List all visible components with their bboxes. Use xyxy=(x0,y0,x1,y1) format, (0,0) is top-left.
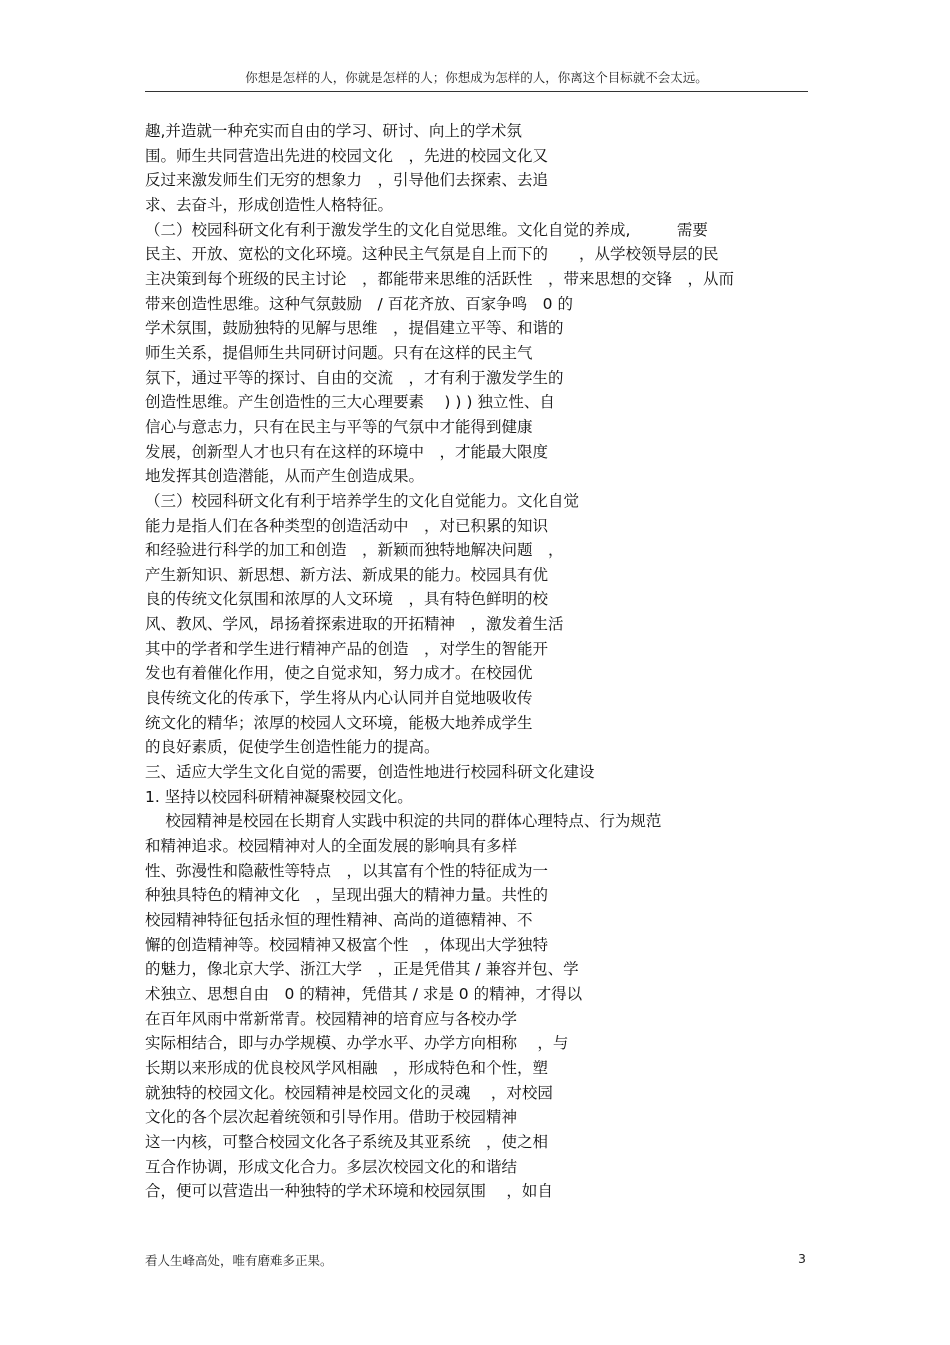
text-line: 这一内核，可整合校园文化各子系统及其亚系统 ，使之相 xyxy=(145,1132,549,1151)
document-body xyxy=(145,119,825,1204)
text-line: 其中的学者和学生进行精神产品的创造 ，对学生的智能开 xyxy=(145,639,549,658)
text-line: 产生新知识、新思想、新方法、新成果的能力。校园具有优 xyxy=(145,565,549,584)
text-line: 实际相结合，即与办学规模、办学水平、办学方向相称 ，与 xyxy=(145,1034,569,1053)
text-line: 发也有着催化作用，使之自觉求知，努力成才。在校园优 xyxy=(145,664,533,683)
text-line: 学术氛围，鼓励独特的见解与思维 ，提倡建立平等、和谐的 xyxy=(145,319,564,338)
text-line: 良的传统文化氛围和浓厚的人文环境 ，具有特色鲜明的校 xyxy=(145,590,549,609)
text-line: 校园精神是校园在长期育人实践中积淀的共同的群体心理特点、行为规范 xyxy=(145,812,662,831)
page-footer-motto: 看人生峰高处，唯有磨难多正果。 xyxy=(145,1253,333,1268)
text-line: 信心与意志力，只有在民主与平等的气氛中才能得到健康 xyxy=(145,417,533,436)
text-line: 良传统文化的传承下，学生将从内心认同并自觉地吸收传 xyxy=(145,689,533,708)
text-line: 的良好素质，促使学生创造性能力的提高。 xyxy=(145,738,440,757)
text-line: 带来创造性思维。这种气氛鼓励 / 百花齐放、百家争鸣 0 的 xyxy=(145,294,573,313)
text-line: （三）校园科研文化有利于培养学生的文化自觉能力。文化自觉 xyxy=(145,491,580,510)
text-line: 校园精神特征包括永恒的理性精神、高尚的道德精神、不 xyxy=(145,911,533,929)
text-line: 师生关系，提倡师生共同研讨问题。只有在这样的民主气 xyxy=(145,343,533,362)
text-line: 主决策到每个班级的民主讨论 ，都能带来思维的活跃性 ，带来思想的交锋 ，从而 xyxy=(145,269,735,288)
text-line: 文化的各个层次起着统领和引导作用。借助于校园精神 xyxy=(145,1108,518,1127)
page-number: 3 xyxy=(798,1251,806,1266)
text-line: 1. 坚持以校园科研精神凝聚校园文化。 xyxy=(145,787,413,806)
text-line: 的魅力，像北京大学、浙江大学 ，正是凭借其 / 兼容并包、学 xyxy=(145,960,579,979)
text-line: 统文化的精华；浓厚的校园人文环境，能极大地养成学生 xyxy=(145,713,533,732)
text-line: 和经验进行科学的加工和创造 ，新颖而独特地解决问题 ， xyxy=(145,541,564,560)
text-line: 在百年风雨中常新常青。校园精神的培育应与各校办学 xyxy=(145,1009,518,1028)
text-line: 风、教风、学风，昂扬着探索进取的开拓精神 ，激发着生活 xyxy=(145,615,564,634)
text-line: 创造性思维。产生创造性的三大心理要素 ) ) ) 独立性、自 xyxy=(145,393,555,412)
text-line: （二）校园科研文化有利于激发学生的文化自觉思维。文化自觉的养成, 需要 xyxy=(145,220,708,239)
text-line: 趣,并造就一种充实而自由的学习、研讨、向上的学术氛 xyxy=(145,122,522,140)
text-line: 长期以来形成的优良校风学风相融 ，形成特色和个性，塑 xyxy=(145,1058,549,1077)
text-line: 反过来激发师生们无穷的想象力 ，引导他们去探索、去追 xyxy=(145,171,549,190)
text-line: 和精神追求。校园精神对人的全面发展的影响具有多样 xyxy=(145,837,518,856)
text-line: 围。师生共同营造出先进的校园文化 ，先进的校园文化又 xyxy=(145,146,549,165)
text-line: 地发挥其创造潜能，从而产生创造成果。 xyxy=(145,467,425,486)
text-line: 合，便可以营造出一种独特的学术环境和校园氛围 ，如自 xyxy=(145,1182,553,1201)
text-line: 就独特的校园文化。校园精神是校园文化的灵魂 ，对校园 xyxy=(145,1083,553,1102)
page-header-motto: 你想是怎样的人，你就是怎样的人；你想成为怎样的人，你离这个目标就不会太远。 xyxy=(245,70,708,85)
text-line: 种独具特色的精神文化 ，呈现出强大的精神力量。共性的 xyxy=(145,886,549,905)
text-line: 氛下，通过平等的探讨、自由的交流 ，才有利于激发学生的 xyxy=(145,368,564,387)
text-line: 术独立、思想自由 0 的精神，凭借其 / 求是 0 的精神，才得以 xyxy=(145,984,583,1003)
text-line: 能力是指人们在各种类型的创造活动中 ，对已积累的知识 xyxy=(145,516,549,535)
text-line: 懈的创造精神等。校园精神又极富个性 ，体现出大学独特 xyxy=(145,935,549,954)
text-line: 发展，创新型人才也只有在这样的环境中 ，才能最大限度 xyxy=(145,442,549,461)
text-line: 三、适应大学生文化自觉的需要，创造性地进行校园科研文化建设 xyxy=(145,763,595,782)
text-line: 性、弥漫性和隐蔽性等特点 ，以其富有个性的特征成为一 xyxy=(145,861,549,880)
text-line: 民主、开放、宽松的文化环境。这种民主气氛是自上而下的 ，从学校领导层的民 xyxy=(145,245,719,264)
header-divider xyxy=(145,91,808,92)
text-line: 求、去奋斗，形成创造性人格特征。 xyxy=(145,195,394,214)
text-line: 互合作协调，形成文化合力。多层次校园文化的和谐结 xyxy=(145,1157,518,1176)
